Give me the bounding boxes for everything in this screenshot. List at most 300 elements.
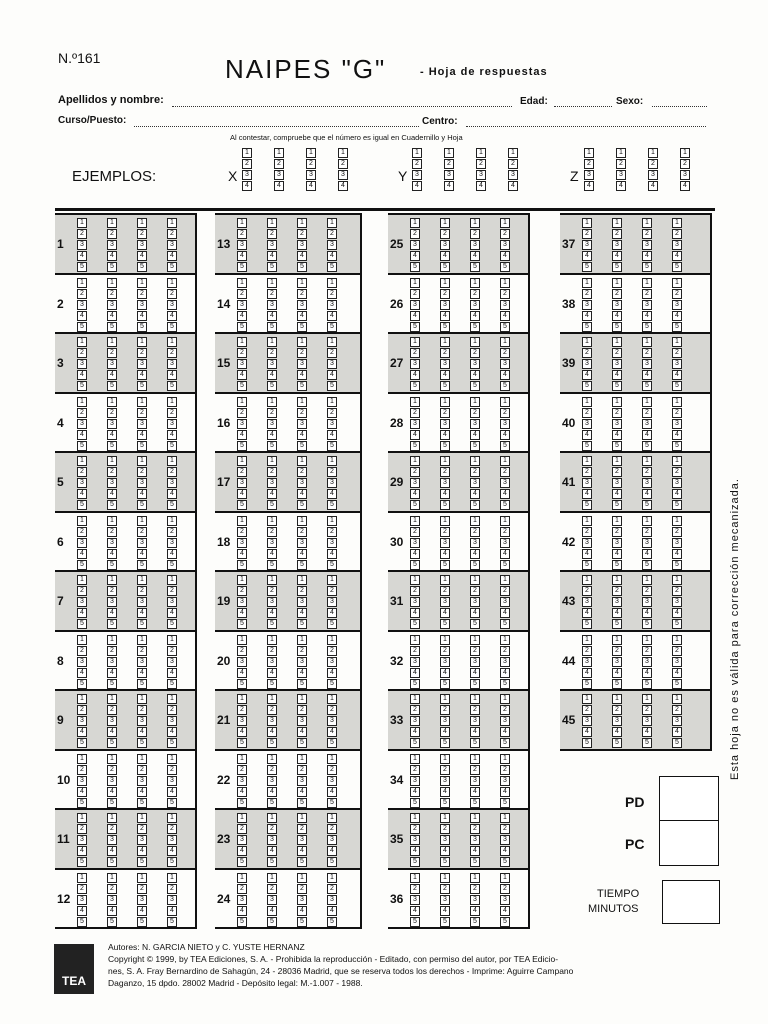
answer-cell[interactable]: 4 xyxy=(297,608,307,618)
answer-cell[interactable]: 2 xyxy=(500,229,510,239)
option-c[interactable] xyxy=(137,218,147,273)
answer-cell[interactable]: 1 xyxy=(297,635,307,645)
answer-cell[interactable]: 3 xyxy=(297,240,307,250)
option-b[interactable] xyxy=(267,754,277,809)
answer-cell[interactable]: 3 xyxy=(297,419,307,429)
answer-cell[interactable]: 2 xyxy=(267,586,277,596)
answer-cell[interactable]: 2 xyxy=(410,527,420,537)
answer-cell[interactable]: 3 xyxy=(107,419,117,429)
option-d[interactable] xyxy=(327,635,337,690)
answer-cell[interactable]: 5 xyxy=(107,441,117,451)
option-c[interactable] xyxy=(642,397,652,452)
answer-cell[interactable]: 2 xyxy=(137,646,147,656)
answer-cell[interactable]: 5 xyxy=(642,619,652,629)
answer-cell[interactable]: 2 xyxy=(267,467,277,477)
answer-cell[interactable]: 3 xyxy=(500,419,510,429)
answer-cell[interactable]: 1 xyxy=(672,516,682,526)
answer-cell[interactable]: 2 xyxy=(470,884,480,894)
answer-cell[interactable]: 5 xyxy=(297,857,307,867)
answer-cell[interactable]: 2 xyxy=(440,765,450,775)
option-a[interactable] xyxy=(77,694,87,749)
answer-cell[interactable]: 5 xyxy=(672,322,682,332)
answer-cell[interactable]: 4 xyxy=(500,846,510,856)
answer-cell[interactable]: 3 xyxy=(410,538,420,548)
option-a[interactable] xyxy=(237,813,247,868)
answer-cell[interactable]: 5 xyxy=(167,500,177,510)
answer-cell[interactable]: 4 xyxy=(297,668,307,678)
answer-cell[interactable]: 5 xyxy=(410,798,420,808)
answer-cell[interactable]: 4 xyxy=(297,846,307,856)
answer-cell[interactable]: 4 xyxy=(167,668,177,678)
answer-cell[interactable]: 1 xyxy=(237,754,247,764)
answer-cell[interactable]: 2 xyxy=(274,159,284,169)
answer-cell[interactable]: 2 xyxy=(167,765,177,775)
answer-cell[interactable]: 4 xyxy=(410,906,420,916)
answer-cell[interactable]: 5 xyxy=(107,857,117,867)
option-a[interactable] xyxy=(412,148,422,192)
answer-cell[interactable]: 3 xyxy=(410,300,420,310)
option-a[interactable] xyxy=(237,397,247,452)
answer-cell[interactable]: 1 xyxy=(648,148,658,158)
option-c[interactable] xyxy=(137,754,147,809)
answer-cell[interactable]: 2 xyxy=(582,527,592,537)
answer-cell[interactable]: 5 xyxy=(470,619,480,629)
option-b[interactable] xyxy=(612,694,622,749)
option-b[interactable] xyxy=(267,813,277,868)
option-a[interactable] xyxy=(582,278,592,333)
answer-cell[interactable]: 5 xyxy=(297,500,307,510)
answer-cell[interactable]: 4 xyxy=(306,181,316,191)
answer-cell[interactable]: 3 xyxy=(327,895,337,905)
answer-cell[interactable]: 1 xyxy=(410,456,420,466)
answer-cell[interactable]: 3 xyxy=(297,776,307,786)
answer-cell[interactable]: 3 xyxy=(440,895,450,905)
answer-cell[interactable]: 4 xyxy=(327,549,337,559)
answer-cell[interactable]: 1 xyxy=(77,218,87,228)
answer-cell[interactable]: 3 xyxy=(167,538,177,548)
answer-cell[interactable]: 2 xyxy=(500,765,510,775)
answer-cell[interactable]: 1 xyxy=(500,337,510,347)
answer-cell[interactable]: 1 xyxy=(582,278,592,288)
answer-cell[interactable]: 3 xyxy=(440,835,450,845)
answer-cell[interactable]: 5 xyxy=(672,441,682,451)
answer-cell[interactable]: 1 xyxy=(327,516,337,526)
answer-cell[interactable]: 1 xyxy=(500,218,510,228)
answer-cell[interactable]: 2 xyxy=(672,467,682,477)
answer-cell[interactable]: 2 xyxy=(137,586,147,596)
answer-cell[interactable]: 2 xyxy=(500,824,510,834)
answer-cell[interactable]: 2 xyxy=(107,408,117,418)
answer-cell[interactable]: 2 xyxy=(77,408,87,418)
answer-cell[interactable]: 1 xyxy=(410,337,420,347)
answer-cell[interactable]: 2 xyxy=(648,159,658,169)
option-d[interactable] xyxy=(500,337,510,392)
answer-cell[interactable]: 5 xyxy=(470,560,480,570)
answer-cell[interactable]: 4 xyxy=(440,846,450,856)
answer-cell[interactable]: 3 xyxy=(107,240,117,250)
answer-cell[interactable]: 3 xyxy=(77,597,87,607)
answer-cell[interactable]: 4 xyxy=(642,668,652,678)
answer-cell[interactable]: 1 xyxy=(500,397,510,407)
answer-cell[interactable]: 5 xyxy=(410,917,420,927)
answer-cell[interactable]: 5 xyxy=(107,917,117,927)
answer-cell[interactable]: 3 xyxy=(167,240,177,250)
option-c[interactable] xyxy=(137,575,147,630)
answer-cell[interactable]: 4 xyxy=(500,608,510,618)
option-b[interactable] xyxy=(107,575,117,630)
answer-cell[interactable]: 1 xyxy=(470,278,480,288)
option-c[interactable] xyxy=(297,337,307,392)
answer-cell[interactable]: 3 xyxy=(107,538,117,548)
answer-cell[interactable]: 1 xyxy=(137,218,147,228)
answer-cell[interactable]: 5 xyxy=(470,500,480,510)
answer-cell[interactable]: 5 xyxy=(642,560,652,570)
answer-cell[interactable]: 2 xyxy=(470,229,480,239)
answer-cell[interactable]: 1 xyxy=(500,813,510,823)
answer-cell[interactable]: 2 xyxy=(612,229,622,239)
answer-cell[interactable]: 2 xyxy=(440,229,450,239)
answer-cell[interactable]: 2 xyxy=(137,408,147,418)
answer-cell[interactable]: 3 xyxy=(672,359,682,369)
answer-cell[interactable]: 4 xyxy=(167,608,177,618)
answer-cell[interactable]: 4 xyxy=(297,489,307,499)
answer-cell[interactable]: 3 xyxy=(297,895,307,905)
option-d[interactable] xyxy=(672,337,682,392)
answer-cell[interactable]: 1 xyxy=(672,575,682,585)
option-b[interactable] xyxy=(274,148,284,192)
answer-cell[interactable]: 4 xyxy=(327,489,337,499)
option-b[interactable] xyxy=(107,278,117,333)
answer-cell[interactable]: 3 xyxy=(267,716,277,726)
option-b[interactable] xyxy=(267,694,277,749)
answer-cell[interactable]: 4 xyxy=(167,489,177,499)
answer-cell[interactable]: 2 xyxy=(642,646,652,656)
answer-cell[interactable]: 1 xyxy=(107,575,117,585)
answer-cell[interactable]: 2 xyxy=(410,705,420,715)
answer-cell[interactable]: 2 xyxy=(327,229,337,239)
answer-cell[interactable]: 1 xyxy=(297,694,307,704)
answer-cell[interactable]: 3 xyxy=(642,716,652,726)
answer-cell[interactable]: 4 xyxy=(77,608,87,618)
answer-cell[interactable]: 2 xyxy=(470,705,480,715)
answer-cell[interactable]: 1 xyxy=(167,873,177,883)
answer-cell[interactable]: 4 xyxy=(107,727,117,737)
answer-cell[interactable]: 5 xyxy=(267,917,277,927)
answer-cell[interactable]: 2 xyxy=(672,229,682,239)
answer-cell[interactable]: 2 xyxy=(137,527,147,537)
answer-cell[interactable]: 5 xyxy=(470,917,480,927)
sex-field[interactable] xyxy=(652,106,707,107)
answer-cell[interactable]: 4 xyxy=(167,787,177,797)
answer-cell[interactable]: 2 xyxy=(582,289,592,299)
answer-cell[interactable]: 4 xyxy=(237,727,247,737)
answer-cell[interactable]: 5 xyxy=(167,857,177,867)
answer-cell[interactable]: 1 xyxy=(470,873,480,883)
answer-cell[interactable]: 4 xyxy=(267,906,277,916)
answer-cell[interactable]: 1 xyxy=(107,337,117,347)
answer-cell[interactable]: 4 xyxy=(77,311,87,321)
answer-cell[interactable]: 5 xyxy=(267,322,277,332)
answer-cell[interactable]: 3 xyxy=(327,657,337,667)
answer-cell[interactable]: 5 xyxy=(237,857,247,867)
answer-cell[interactable]: 3 xyxy=(508,170,518,180)
answer-cell[interactable]: 4 xyxy=(500,489,510,499)
answer-cell[interactable]: 4 xyxy=(137,549,147,559)
answer-cell[interactable]: 3 xyxy=(167,300,177,310)
answer-cell[interactable]: 1 xyxy=(77,635,87,645)
answer-cell[interactable]: 2 xyxy=(642,705,652,715)
answer-cell[interactable]: 4 xyxy=(612,668,622,678)
answer-cell[interactable]: 5 xyxy=(612,381,622,391)
answer-cell[interactable]: 1 xyxy=(410,635,420,645)
answer-cell[interactable]: 2 xyxy=(582,467,592,477)
answer-cell[interactable]: 2 xyxy=(77,467,87,477)
answer-cell[interactable]: 3 xyxy=(137,538,147,548)
answer-cell[interactable]: 1 xyxy=(274,148,284,158)
option-a[interactable] xyxy=(77,635,87,690)
answer-cell[interactable]: 5 xyxy=(267,619,277,629)
answer-cell[interactable]: 1 xyxy=(107,694,117,704)
answer-cell[interactable]: 3 xyxy=(274,170,284,180)
answer-cell[interactable]: 4 xyxy=(470,727,480,737)
answer-cell[interactable]: 2 xyxy=(107,646,117,656)
answer-cell[interactable]: 5 xyxy=(582,441,592,451)
answer-cell[interactable]: 5 xyxy=(167,619,177,629)
option-b[interactable] xyxy=(107,337,117,392)
answer-cell[interactable]: 5 xyxy=(327,500,337,510)
answer-cell[interactable]: 2 xyxy=(237,646,247,656)
answer-cell[interactable]: 2 xyxy=(612,408,622,418)
answer-cell[interactable]: 2 xyxy=(470,289,480,299)
answer-cell[interactable]: 1 xyxy=(410,813,420,823)
answer-cell[interactable]: 1 xyxy=(267,456,277,466)
option-a[interactable] xyxy=(77,754,87,809)
answer-cell[interactable]: 4 xyxy=(582,668,592,678)
option-c[interactable] xyxy=(470,278,480,333)
answer-cell[interactable]: 3 xyxy=(267,835,277,845)
answer-cell[interactable]: 4 xyxy=(327,727,337,737)
answer-cell[interactable]: 2 xyxy=(440,586,450,596)
answer-cell[interactable]: 1 xyxy=(440,813,450,823)
option-c[interactable] xyxy=(470,337,480,392)
answer-cell[interactable]: 2 xyxy=(267,408,277,418)
option-c[interactable] xyxy=(642,575,652,630)
option-c[interactable] xyxy=(642,218,652,273)
answer-cell[interactable]: 4 xyxy=(267,489,277,499)
answer-cell[interactable]: 5 xyxy=(470,322,480,332)
answer-cell[interactable]: 4 xyxy=(410,787,420,797)
option-d[interactable] xyxy=(500,575,510,630)
answer-cell[interactable]: 4 xyxy=(500,727,510,737)
answer-cell[interactable]: 3 xyxy=(470,240,480,250)
answer-cell[interactable]: 1 xyxy=(642,278,652,288)
answer-cell[interactable]: 2 xyxy=(470,646,480,656)
option-b[interactable] xyxy=(440,575,450,630)
option-c[interactable] xyxy=(470,754,480,809)
answer-cell[interactable]: 4 xyxy=(612,251,622,261)
answer-cell[interactable]: 1 xyxy=(237,278,247,288)
option-a[interactable] xyxy=(410,694,420,749)
answer-cell[interactable]: 5 xyxy=(500,441,510,451)
answer-cell[interactable]: 3 xyxy=(642,419,652,429)
answer-cell[interactable]: 2 xyxy=(237,527,247,537)
answer-cell[interactable]: 2 xyxy=(306,159,316,169)
answer-cell[interactable]: 5 xyxy=(440,381,450,391)
option-b[interactable] xyxy=(612,278,622,333)
answer-cell[interactable]: 2 xyxy=(612,705,622,715)
answer-cell[interactable]: 2 xyxy=(327,884,337,894)
answer-cell[interactable]: 5 xyxy=(297,738,307,748)
answer-cell[interactable]: 4 xyxy=(642,311,652,321)
answer-cell[interactable]: 2 xyxy=(297,765,307,775)
answer-cell[interactable]: 2 xyxy=(672,527,682,537)
answer-cell[interactable]: 2 xyxy=(327,408,337,418)
answer-cell[interactable]: 4 xyxy=(470,251,480,261)
answer-cell[interactable]: 3 xyxy=(77,478,87,488)
answer-cell[interactable]: 4 xyxy=(107,370,117,380)
answer-cell[interactable]: 4 xyxy=(267,370,277,380)
answer-cell[interactable]: 1 xyxy=(77,754,87,764)
option-b[interactable] xyxy=(107,218,117,273)
answer-cell[interactable]: 2 xyxy=(500,646,510,656)
answer-cell[interactable]: 4 xyxy=(612,430,622,440)
option-d[interactable] xyxy=(327,218,337,273)
answer-cell[interactable]: 2 xyxy=(107,467,117,477)
answer-cell[interactable]: 2 xyxy=(327,348,337,358)
answer-cell[interactable]: 3 xyxy=(500,359,510,369)
answer-cell[interactable]: 3 xyxy=(410,359,420,369)
answer-cell[interactable]: 5 xyxy=(77,857,87,867)
answer-cell[interactable]: 1 xyxy=(476,148,486,158)
answer-cell[interactable]: 3 xyxy=(137,835,147,845)
answer-cell[interactable]: 3 xyxy=(167,895,177,905)
answer-cell[interactable]: 1 xyxy=(297,754,307,764)
answer-cell[interactable]: 2 xyxy=(107,824,117,834)
answer-cell[interactable]: 3 xyxy=(500,478,510,488)
answer-cell[interactable]: 2 xyxy=(327,467,337,477)
answer-cell[interactable]: 5 xyxy=(440,798,450,808)
answer-cell[interactable]: 3 xyxy=(107,657,117,667)
option-d[interactable] xyxy=(500,694,510,749)
option-c[interactable] xyxy=(137,635,147,690)
option-c[interactable] xyxy=(297,813,307,868)
option-b[interactable] xyxy=(612,218,622,273)
answer-cell[interactable]: 4 xyxy=(500,549,510,559)
answer-cell[interactable]: 5 xyxy=(612,738,622,748)
answer-cell[interactable]: 4 xyxy=(612,549,622,559)
answer-cell[interactable]: 1 xyxy=(338,148,348,158)
pc-box[interactable] xyxy=(659,820,719,866)
center-field[interactable] xyxy=(466,126,706,127)
answer-cell[interactable]: 2 xyxy=(297,705,307,715)
answer-cell[interactable]: 2 xyxy=(237,229,247,239)
answer-cell[interactable]: 2 xyxy=(237,467,247,477)
answer-cell[interactable]: 4 xyxy=(267,251,277,261)
answer-cell[interactable]: 4 xyxy=(267,787,277,797)
option-b[interactable] xyxy=(440,754,450,809)
answer-cell[interactable]: 3 xyxy=(440,538,450,548)
answer-cell[interactable]: 4 xyxy=(167,549,177,559)
answer-cell[interactable]: 1 xyxy=(267,813,277,823)
answer-cell[interactable]: 5 xyxy=(297,322,307,332)
answer-cell[interactable]: 5 xyxy=(500,679,510,689)
answer-cell[interactable]: 5 xyxy=(440,738,450,748)
answer-cell[interactable]: 3 xyxy=(410,240,420,250)
answer-cell[interactable]: 4 xyxy=(327,906,337,916)
answer-cell[interactable]: 1 xyxy=(470,218,480,228)
answer-cell[interactable]: 5 xyxy=(167,560,177,570)
answer-cell[interactable]: 2 xyxy=(410,467,420,477)
answer-cell[interactable]: 5 xyxy=(237,500,247,510)
answer-cell[interactable]: 5 xyxy=(267,500,277,510)
answer-cell[interactable]: 4 xyxy=(672,311,682,321)
answer-cell[interactable]: 4 xyxy=(470,608,480,618)
option-d[interactable] xyxy=(327,873,337,928)
answer-cell[interactable]: 4 xyxy=(77,727,87,737)
answer-cell[interactable]: 5 xyxy=(582,738,592,748)
answer-cell[interactable]: 4 xyxy=(237,311,247,321)
answer-cell[interactable]: 1 xyxy=(237,516,247,526)
answer-cell[interactable]: 4 xyxy=(338,181,348,191)
answer-cell[interactable]: 1 xyxy=(410,218,420,228)
answer-cell[interactable]: 3 xyxy=(440,240,450,250)
answer-cell[interactable]: 3 xyxy=(77,895,87,905)
answer-cell[interactable]: 1 xyxy=(107,397,117,407)
answer-cell[interactable]: 3 xyxy=(167,478,177,488)
answer-cell[interactable]: 1 xyxy=(582,635,592,645)
answer-cell[interactable]: 3 xyxy=(237,478,247,488)
answer-cell[interactable]: 1 xyxy=(137,516,147,526)
option-d[interactable] xyxy=(327,337,337,392)
answer-cell[interactable]: 1 xyxy=(167,337,177,347)
option-b[interactable] xyxy=(612,635,622,690)
answer-cell[interactable]: 3 xyxy=(137,240,147,250)
answer-cell[interactable]: 2 xyxy=(137,765,147,775)
answer-cell[interactable]: 3 xyxy=(237,716,247,726)
answer-cell[interactable]: 5 xyxy=(642,381,652,391)
answer-cell[interactable]: 3 xyxy=(297,716,307,726)
answer-cell[interactable]: 3 xyxy=(237,419,247,429)
answer-cell[interactable]: 2 xyxy=(267,289,277,299)
answer-cell[interactable]: 5 xyxy=(327,560,337,570)
answer-cell[interactable]: 1 xyxy=(440,278,450,288)
answer-cell[interactable]: 4 xyxy=(297,430,307,440)
answer-cell[interactable]: 5 xyxy=(642,262,652,272)
answer-cell[interactable]: 4 xyxy=(672,370,682,380)
answer-cell[interactable]: 4 xyxy=(267,668,277,678)
answer-cell[interactable]: 3 xyxy=(642,359,652,369)
option-b[interactable] xyxy=(267,218,277,273)
answer-cell[interactable]: 5 xyxy=(500,262,510,272)
answer-cell[interactable]: 2 xyxy=(237,289,247,299)
option-a[interactable] xyxy=(77,397,87,452)
answer-cell[interactable]: 5 xyxy=(167,381,177,391)
answer-cell[interactable]: 4 xyxy=(327,251,337,261)
answer-cell[interactable]: 4 xyxy=(412,181,422,191)
answer-cell[interactable]: 4 xyxy=(77,549,87,559)
answer-cell[interactable]: 2 xyxy=(470,527,480,537)
answer-cell[interactable]: 4 xyxy=(77,787,87,797)
answer-cell[interactable]: 4 xyxy=(327,608,337,618)
answer-cell[interactable]: 3 xyxy=(327,359,337,369)
answer-cell[interactable]: 5 xyxy=(582,679,592,689)
answer-cell[interactable]: 2 xyxy=(267,705,277,715)
answer-cell[interactable]: 1 xyxy=(267,516,277,526)
option-a[interactable] xyxy=(77,516,87,571)
option-c[interactable] xyxy=(642,694,652,749)
option-d[interactable] xyxy=(327,516,337,571)
option-a[interactable] xyxy=(237,575,247,630)
